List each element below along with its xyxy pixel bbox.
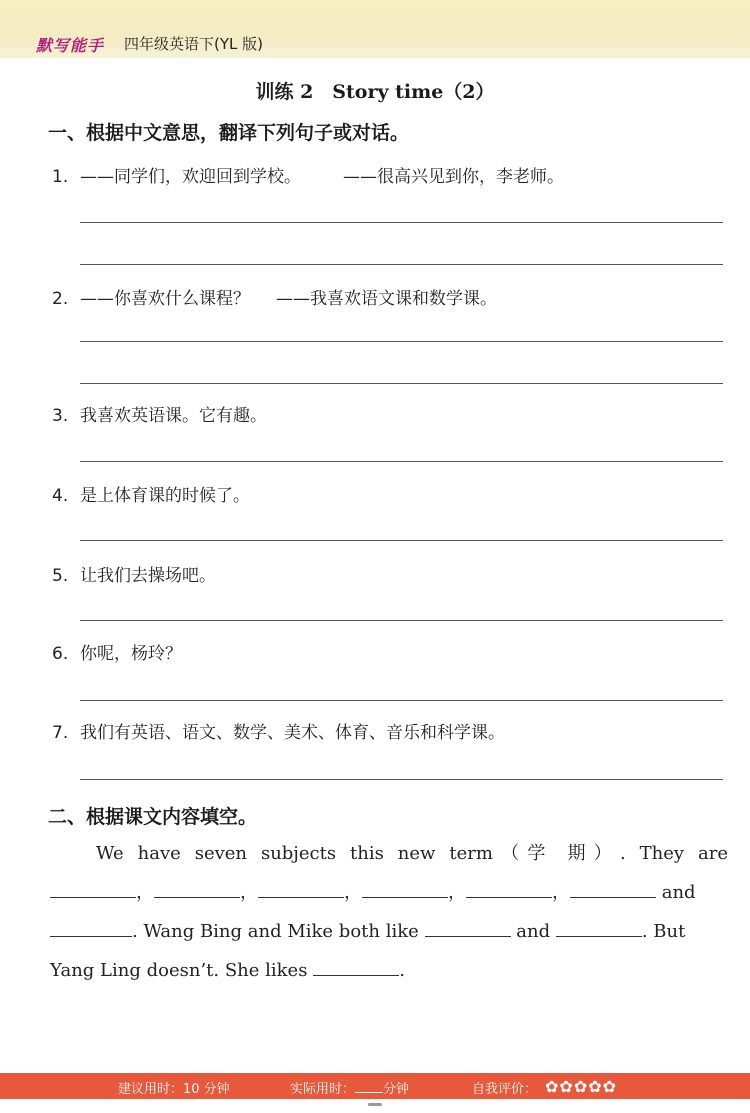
question-number: 4. bbox=[52, 486, 69, 506]
question-text-response: ——我喜欢语文课和数学课。 bbox=[276, 289, 497, 309]
word-and: and bbox=[661, 882, 696, 903]
passage-text: Yang Ling doesn’t. She likes bbox=[50, 960, 308, 981]
question-text: 我喜欢英语课。它有趣。 bbox=[80, 406, 267, 426]
passage-line-1: We have seven subjects this new term（学 期）. They are bbox=[96, 843, 728, 864]
answer-line[interactable] bbox=[80, 264, 723, 265]
question-3 bbox=[52, 401, 267, 426]
question-text: 我们有英语、语文、数学、美术、体育、音乐和科学课。 bbox=[80, 723, 505, 743]
fill-blank[interactable] bbox=[50, 879, 136, 898]
rating-flower-icons[interactable]: ✿✿✿✿✿ bbox=[545, 1077, 618, 1096]
passage-line-2 bbox=[50, 873, 728, 912]
question-4 bbox=[52, 481, 250, 506]
question-number: 2. bbox=[52, 289, 69, 309]
answer-line[interactable] bbox=[80, 779, 723, 780]
question-number: 7. bbox=[52, 723, 69, 743]
answer-line[interactable] bbox=[80, 620, 723, 621]
question-text: 让我们去操场吧。 bbox=[80, 566, 216, 586]
actual-time bbox=[290, 1078, 409, 1097]
fill-blank[interactable] bbox=[425, 918, 511, 937]
fill-blank[interactable] bbox=[154, 879, 240, 898]
footer-band bbox=[0, 1073, 750, 1099]
answer-line[interactable] bbox=[80, 461, 723, 462]
page-number-mark bbox=[368, 1103, 382, 1106]
question-number: 6. bbox=[52, 644, 69, 664]
question-text: ——你喜欢什么课程？ bbox=[80, 289, 250, 309]
word-and: and bbox=[516, 921, 551, 942]
book-grade: 四年级英语下(YL 版) bbox=[124, 35, 263, 53]
period: . bbox=[399, 960, 405, 981]
comma: ， bbox=[448, 882, 466, 903]
answer-line[interactable] bbox=[80, 700, 723, 701]
comma: ， bbox=[240, 882, 258, 903]
section2-heading: 二、根据课文内容填空。 bbox=[48, 806, 258, 828]
passage-line-4 bbox=[50, 951, 728, 990]
question-1 bbox=[52, 162, 564, 187]
question-text: 是上体育课的时候了。 bbox=[80, 486, 250, 506]
brand-logo: 默写能手 bbox=[36, 36, 105, 55]
passage-text: . But bbox=[641, 921, 686, 942]
question-6 bbox=[52, 639, 182, 664]
self-eval-label: 自我评价： bbox=[472, 1082, 538, 1097]
question-text: 你呢，杨玲？ bbox=[80, 644, 182, 664]
answer-line[interactable] bbox=[80, 222, 723, 223]
passage-line-3 bbox=[50, 912, 728, 951]
question-5 bbox=[52, 561, 216, 586]
question-2 bbox=[52, 284, 497, 309]
fill-blank[interactable] bbox=[50, 918, 132, 937]
comma: ， bbox=[136, 882, 154, 903]
section1-heading: 一、根据中文意思，翻译下列句子或对话。 bbox=[48, 122, 410, 144]
answer-line[interactable] bbox=[80, 383, 723, 384]
question-7 bbox=[52, 718, 505, 743]
answer-line[interactable] bbox=[80, 341, 723, 342]
fill-blank[interactable] bbox=[556, 918, 642, 937]
actual-time-blank[interactable] bbox=[355, 1080, 383, 1093]
suggested-time: 建议用时：10 分钟 bbox=[118, 1082, 230, 1097]
answer-line[interactable] bbox=[80, 540, 723, 541]
question-number: 1. bbox=[52, 167, 69, 187]
fill-in-passage bbox=[50, 834, 728, 990]
actual-time-unit: 分钟 bbox=[383, 1082, 410, 1097]
fill-blank[interactable] bbox=[313, 957, 399, 976]
lesson-title: 训练 2 Story time（2） bbox=[255, 81, 495, 103]
fill-blank[interactable] bbox=[466, 879, 552, 898]
fill-blank[interactable] bbox=[362, 879, 448, 898]
actual-time-label: 实际用时： bbox=[290, 1082, 356, 1097]
question-number: 5. bbox=[52, 566, 69, 586]
fill-blank[interactable] bbox=[258, 879, 344, 898]
fill-blank[interactable] bbox=[570, 879, 656, 898]
question-number: 3. bbox=[52, 406, 69, 426]
comma: ， bbox=[344, 882, 362, 903]
comma: ， bbox=[552, 882, 570, 903]
header-band bbox=[0, 0, 750, 58]
question-text: ——同学们，欢迎回到学校。 bbox=[80, 167, 301, 187]
passage-text: . Wang Bing and Mike both like bbox=[132, 921, 419, 942]
question-text-response: ——很高兴见到你，李老师。 bbox=[343, 167, 564, 187]
